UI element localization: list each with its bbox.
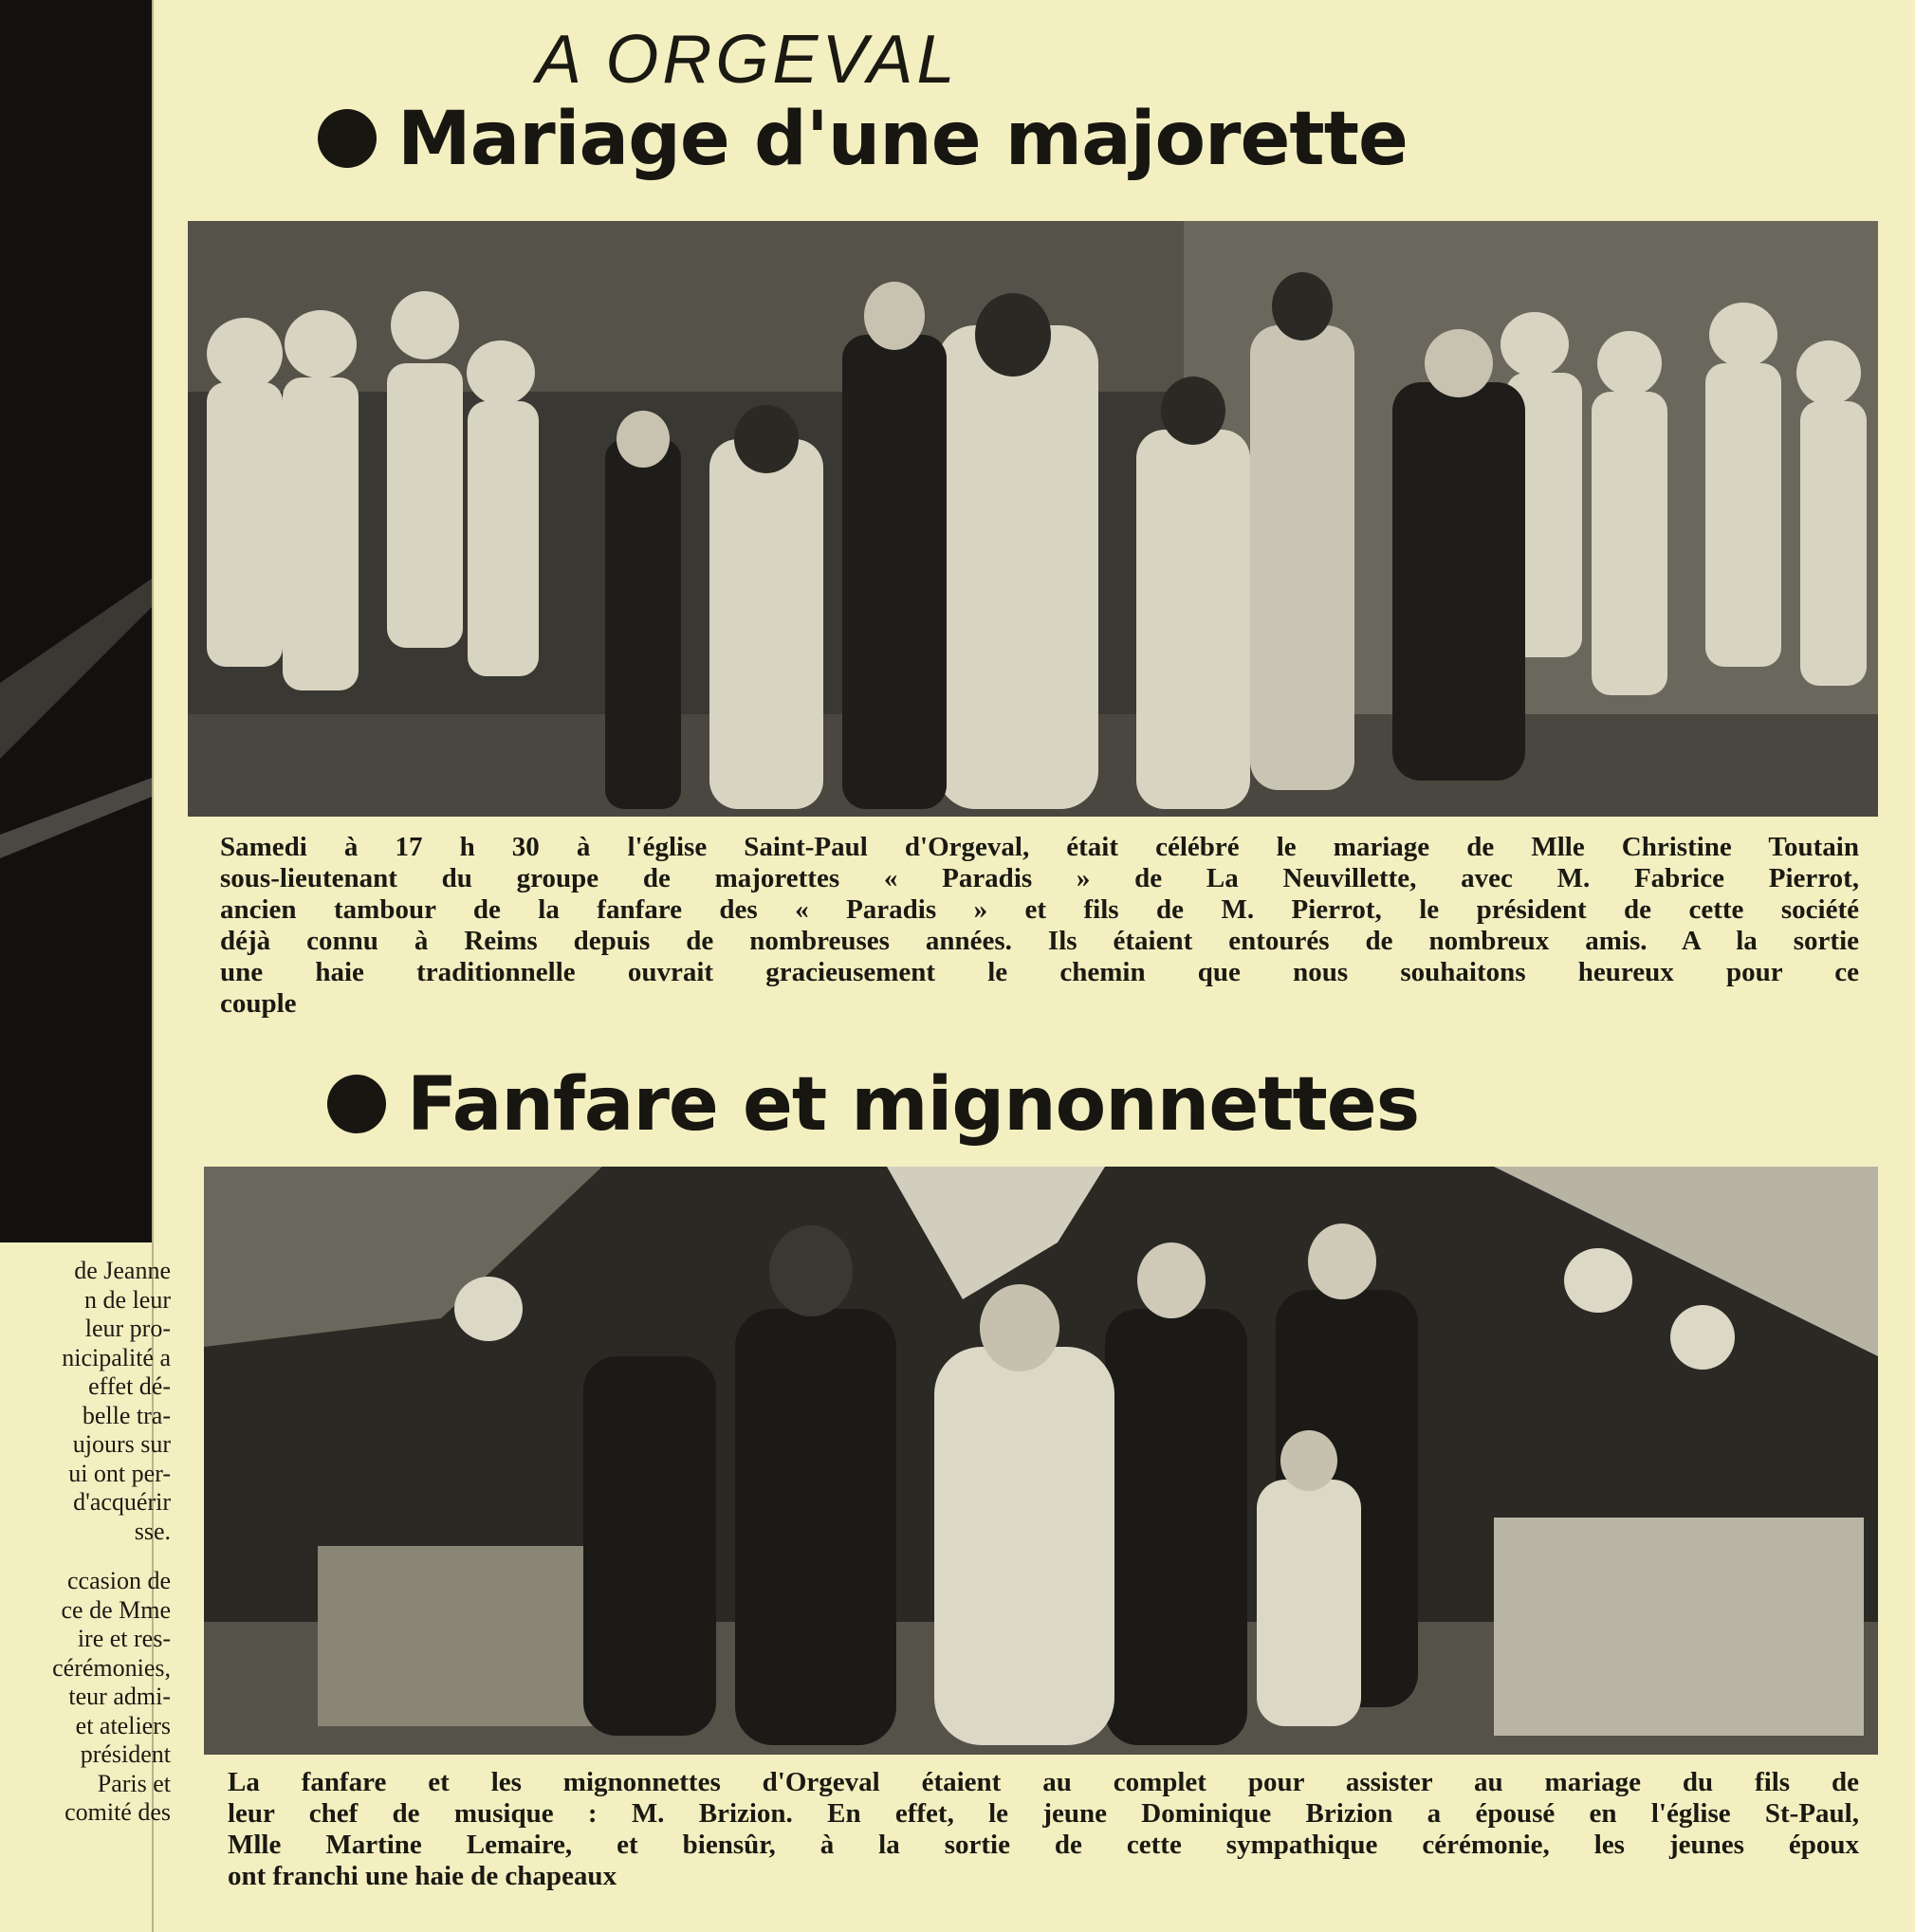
caption-line: sous-lieutenant du groupe de majorettes « Paradis » de La Neuvillette, avec M. Fabrice Pierrot, xyxy=(220,863,1859,893)
caption-line: Samedi à 17 h 30 à l'église Saint-Paul d'Orgeval, était célébré le mariage de Mlle Christine Toutain xyxy=(220,832,1859,862)
text-line: président xyxy=(80,1740,171,1768)
text-line: de Jeanne xyxy=(74,1257,171,1284)
caption-line: une haie traditionnelle ouvrait gracieusement le chemin que nous souhaitons heureux pour ce xyxy=(220,957,1859,987)
adjacent-photo-graphic xyxy=(0,0,152,1242)
caption-line: ancien tambour de la fanfare des « Paradis » et fils de M. Pierrot, le président de cette société xyxy=(220,894,1859,925)
text-line: effet dé- xyxy=(88,1372,171,1400)
wedding-group-photo xyxy=(188,221,1878,817)
caption-line: leur chef de musique : M. Brizion. En effet, le jeune Dominique Brizion a épousé en l'église St-Paul, xyxy=(228,1798,1859,1829)
text-line: ui ont per- xyxy=(68,1459,171,1487)
caption-band xyxy=(228,1767,1859,1892)
band-wedding-photo xyxy=(204,1167,1878,1755)
headline-text: Mariage d'une majorette xyxy=(397,97,1408,182)
caption-line: ont franchi une haie de chapeaux xyxy=(228,1861,617,1891)
caption-line: Mlle Martine Lemaire, et biensûr, à la sortie de cette sympathique cérémonie, les jeunes époux xyxy=(228,1830,1859,1860)
headline-wedding xyxy=(318,97,1408,182)
caption-wedding xyxy=(220,832,1859,1020)
text-line: n de leur xyxy=(84,1285,171,1314)
text-line: cérémonies, xyxy=(52,1653,171,1682)
bullet-dot xyxy=(318,109,377,168)
handwritten-kicker: A ORGEVAL xyxy=(536,22,959,98)
adjacent-article-column xyxy=(0,1257,171,1828)
bullet-dot xyxy=(327,1075,386,1133)
paragraph-gap xyxy=(0,1546,171,1567)
caption-line: couple xyxy=(220,988,297,1019)
headline-band xyxy=(327,1062,1419,1148)
text-line: ccasion de xyxy=(66,1567,171,1594)
text-line: ujours sur xyxy=(72,1430,171,1458)
adjacent-photo-edge xyxy=(0,0,152,1242)
text-line: ce de Mme xyxy=(61,1595,171,1624)
caption-line: La fanfare et les mignonnettes d'Orgeval étaient au complet pour assister au mariage du fils de xyxy=(228,1767,1859,1797)
text-line: ire et res- xyxy=(77,1625,171,1652)
text-line: Paris et xyxy=(97,1769,171,1797)
caption-line: déjà connu à Reims depuis de nombreuses années. Ils étaient entourés de nombreux amis. A la sortie xyxy=(220,926,1859,956)
photo-illustration xyxy=(204,1167,1878,1755)
text-line: nicipalité a xyxy=(62,1343,171,1371)
text-line: comité des xyxy=(64,1798,171,1826)
text-line: leur pro- xyxy=(84,1315,171,1342)
text-line: sse. xyxy=(134,1517,171,1545)
text-line: et ateliers xyxy=(75,1711,171,1739)
photo-illustration xyxy=(188,221,1878,817)
headline-text: Fanfare et mignonnettes xyxy=(407,1062,1420,1148)
text-line: teur admi- xyxy=(68,1683,171,1710)
text-line: d'acquérir xyxy=(73,1488,171,1516)
text-line: belle tra- xyxy=(82,1401,171,1429)
